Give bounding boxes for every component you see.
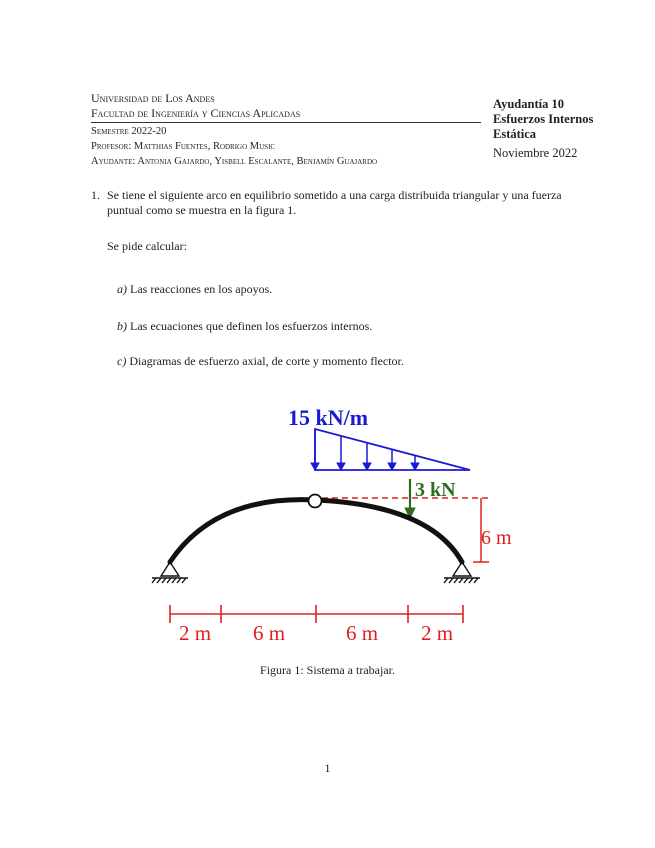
arch-figure <box>0 395 655 655</box>
horizontal-dimension <box>170 605 463 623</box>
distributed-load-label: 15 kN/m <box>288 405 369 430</box>
arch-left <box>170 500 315 562</box>
dim-label-3: 6 m <box>345 621 379 645</box>
topic-line-1: Esfuerzos Internos <box>493 112 594 126</box>
figure-caption: Figura 1: Sistema a trabajar. <box>260 663 395 677</box>
item-b <box>117 319 372 334</box>
hinge <box>309 495 322 508</box>
right-support <box>444 562 480 583</box>
problem-number: 1. <box>91 188 100 202</box>
page-number: 1 <box>324 761 331 775</box>
item-c <box>117 354 404 369</box>
height-label: 6 m <box>481 527 512 549</box>
course-title: Ayudantía 10 <box>493 97 564 111</box>
header-left <box>91 91 471 169</box>
left-support <box>152 562 188 583</box>
assistants: Ayudante: Antonia Gajardo, Yisbell Escalante, Benjamín Guajardo <box>91 156 378 167</box>
university-name: Universidad de Los Andes <box>91 91 215 105</box>
topic-line-2: Estática <box>493 127 537 141</box>
item-a-label: a) <box>117 282 127 296</box>
faculty-name: Facultad de Ingeniería y Ciencias Aplicadas <box>91 106 471 123</box>
semester: Semestre 2022-20 <box>91 126 167 137</box>
date: Noviembre 2022 <box>493 146 578 160</box>
professor: Profesor: Matthias Fuentes, Rodrigo Music <box>91 141 276 152</box>
problem-text: Se tiene el siguiente arco en equilibrio sometido a una carga distribuida triangular y una fuerza puntual como se muestra en la figura 1. <box>107 188 562 217</box>
dim-label-4: 2 m <box>420 621 454 645</box>
dim-label-1: 2 m <box>178 621 212 645</box>
header-rule <box>471 122 481 123</box>
problem-statement <box>91 188 591 218</box>
item-b-label: b) <box>117 319 127 333</box>
item-c-label: c) <box>117 354 127 368</box>
dim-label-2: 6 m <box>252 621 286 645</box>
item-a <box>117 282 272 297</box>
ask-text: Se pide calcular: <box>107 239 187 253</box>
item-c-text: Diagramas de esfuerzo axial, de corte y momento flector. <box>129 354 404 368</box>
item-b-text: Las ecuaciones que definen los esfuerzos internos. <box>130 319 373 333</box>
distributed-load <box>311 429 470 470</box>
header-right <box>493 97 593 161</box>
arch-right <box>315 500 462 562</box>
item-a-text: Las reacciones en los apoyos. <box>130 282 273 296</box>
point-load-label: 3 kN <box>415 479 456 501</box>
